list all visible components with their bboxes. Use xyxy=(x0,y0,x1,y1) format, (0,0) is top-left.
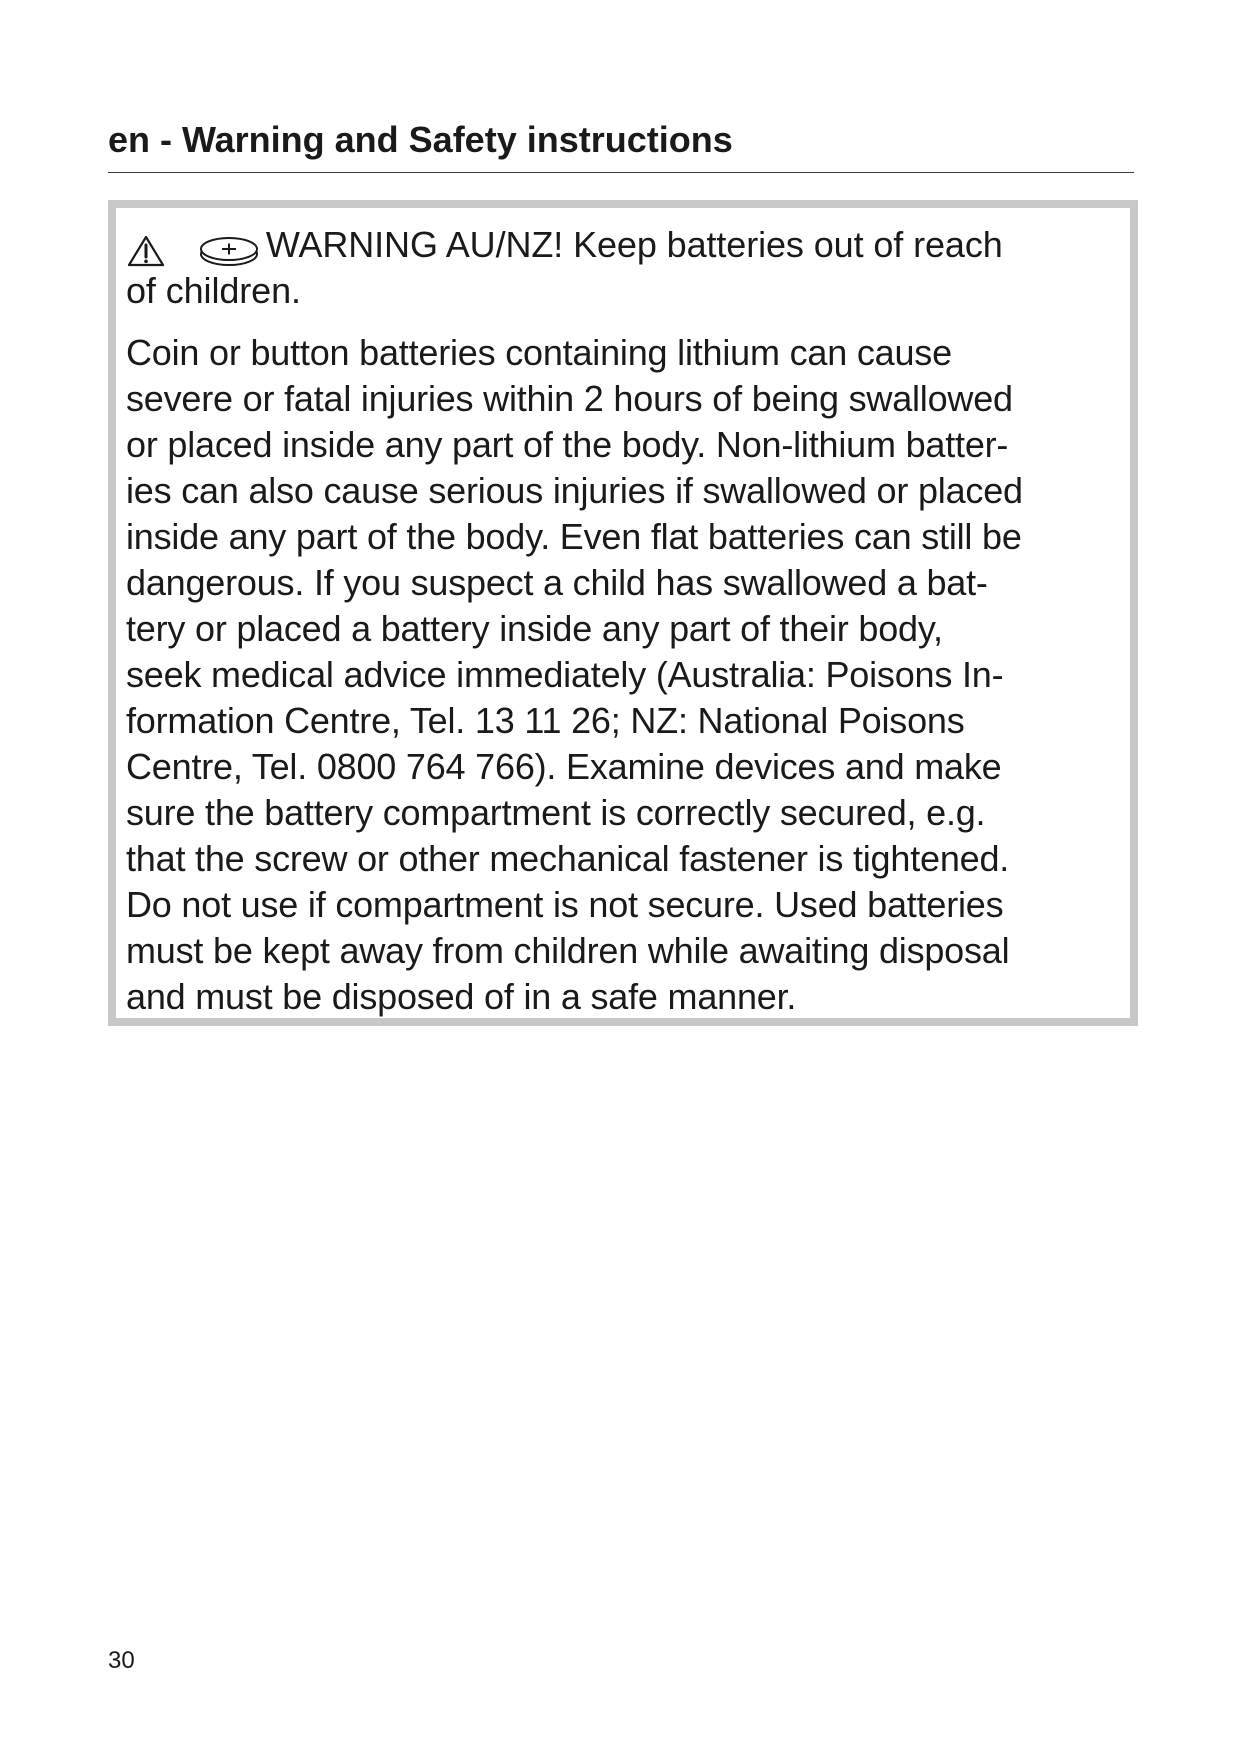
warning-body xyxy=(126,330,1122,1020)
warning-body-line: Coin or button batteries containing lithium can cause xyxy=(126,332,952,373)
warning-icons xyxy=(126,228,262,270)
page-number: 30 xyxy=(108,1647,135,1674)
warning-body-line: ies can also cause serious injuries if swallowed or placed xyxy=(126,470,1023,511)
button-battery-icon xyxy=(196,234,262,268)
warning-body-line: Do not use if compartment is not secure. Used batteries xyxy=(126,884,1004,925)
page-title: en - Warning and Safety instructions xyxy=(108,119,733,160)
warning-body-line: tery or placed a battery inside any part of their body, xyxy=(126,608,943,649)
warning-body-line: or placed inside any part of the body. Non-lithium batter- xyxy=(126,424,1009,465)
warning-body-line: must be kept away from children while awaiting disposal xyxy=(126,930,1010,971)
warning-body-line: Centre, Tel. 0800 764 766). Examine devices and make xyxy=(126,746,1002,787)
warning-body-line: seek medical advice immediately (Australia: Poisons In- xyxy=(126,654,1004,695)
warning-body-line: formation Centre, Tel. 13 11 26; NZ: National Poisons xyxy=(126,700,965,741)
warning-body-line: and must be disposed of in a safe manner. xyxy=(126,976,797,1017)
warning-body-line: dangerous. If you suspect a child has swallowed a bat- xyxy=(126,562,988,603)
battery-warning-box xyxy=(108,200,1138,1026)
warning-heading-line1: WARNING AU/NZ! Keep batteries out of reach xyxy=(265,224,1003,265)
page-header xyxy=(108,118,1132,162)
warning-heading xyxy=(126,224,1122,312)
warning-triangle-icon xyxy=(126,234,166,268)
header-divider xyxy=(108,172,1134,173)
warning-body-line: severe or fatal injuries within 2 hours of being swallowed xyxy=(126,378,1013,419)
warning-heading-line2: of children. xyxy=(126,270,301,311)
warning-body-line: inside any part of the body. Even flat batteries can still be xyxy=(126,516,1022,557)
warning-body-line: sure the battery compartment is correctly secured, e.g. xyxy=(126,792,986,833)
warning-body-line: that the screw or other mechanical fastener is tightened. xyxy=(126,838,1010,879)
